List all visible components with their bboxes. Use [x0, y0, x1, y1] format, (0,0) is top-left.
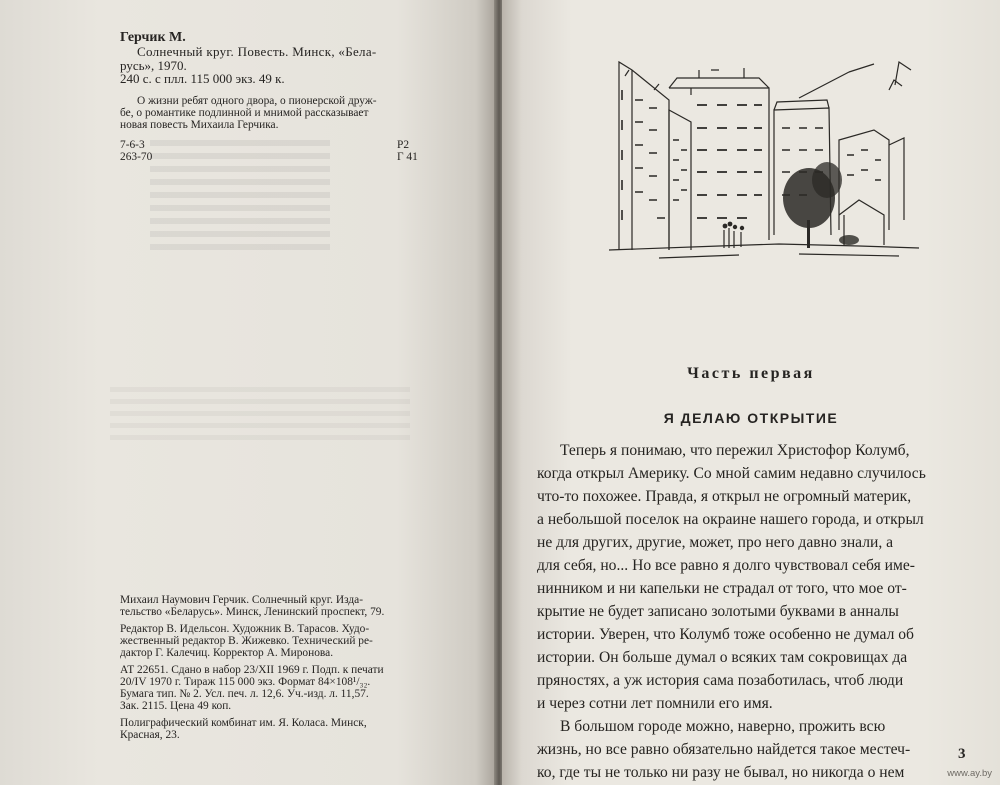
body-text-line: когда открыл Америку. Со мной самим недавно случилось — [537, 465, 926, 482]
body-text-line: а небольшой поселок на окраине нашего города, и открыл — [537, 511, 924, 528]
site-watermark: www.ay.by — [947, 768, 992, 779]
right-page — [502, 0, 1000, 785]
catalog-index: Р2 — [397, 139, 410, 151]
imprint-line: Бумага тип. № 2. Усл. печ. л. 12,6. Уч.-изд. л. 11,57. — [120, 688, 369, 700]
catalog-line: 240 с. с плл. 115 000 экз. 49 к. — [120, 71, 285, 86]
show-through-shadow — [150, 140, 330, 250]
body-text-line: что-то похожее. Правда, я открыл не огромный материк, — [537, 488, 912, 505]
catalog-author: Герчик М. — [120, 30, 186, 45]
part-title: Часть первая — [687, 365, 815, 382]
imprint-line: 20/IV 1970 г. Тираж 115 000 экз. Формат 84×108¹/₃₂. — [120, 676, 371, 688]
body-text-line: В большом городе можно, наверно, прожить всю — [560, 718, 886, 735]
catalog-annotation: новая повесть Михаила Герчика. — [120, 119, 279, 131]
body-text-line: не для других, другие, может, про него давно знали, а — [537, 534, 894, 551]
imprint-line: АТ 22651. Сдано в набор 23/XII 1969 г. Подп. к печати — [120, 664, 384, 676]
body-text-line: Теперь я понимаю, что пережил Христофор Колумб, — [560, 442, 910, 459]
body-text-line: нинником и ни капельки не страдал от того, что мое от- — [537, 580, 907, 597]
left-page — [0, 0, 496, 785]
imprint-line: Красная, 23. — [120, 729, 180, 741]
catalog-code: 7-6-3 — [120, 139, 145, 151]
body-text-line: ко, где ты не только ни разу не бывал, но никогда о нем — [537, 764, 905, 781]
chapter-title: Я ДЕЛАЮ ОТКРЫТИЕ — [663, 410, 839, 426]
imprint-line: тельство «Беларусь». Минск, Ленинский проспект, 79. — [120, 606, 385, 618]
body-text-line: для себя, но... Но все равно я долго чувствовал себя име- — [537, 557, 916, 574]
catalog-code: 263-70 — [120, 151, 153, 163]
catalog-annotation: бе, о романтике подлинной и мнимой рассказывает — [120, 107, 369, 119]
body-text-line: пряностях, а уж история сама позаботилась, чтоб люди — [537, 672, 904, 689]
imprint-line: Михаил Наумович Герчик. Солнечный круг. Изда- — [120, 594, 364, 606]
show-through-shadow — [110, 380, 410, 440]
imprint-line: Зак. 2115. Цена 49 коп. — [120, 700, 232, 712]
catalog-index: Г 41 — [397, 151, 418, 163]
body-text-line: жизнь, но все равно обязательно найдется такое местеч- — [537, 741, 911, 758]
imprint-line: Полиграфический комбинат им. Я. Коласа. Минск, — [120, 717, 367, 729]
body-text-line: и через сотни лет помнили его имя. — [537, 695, 773, 712]
body-text-line: истории. Уверен, что Колумб тоже особенно не думал об — [537, 626, 914, 643]
imprint-line: Редактор В. Идельсон. Художник В. Тарасов. Худо- — [120, 623, 370, 635]
body-text-line: истории. Он больше думал о всяких там сокровищах да — [537, 649, 908, 666]
imprint-line: жественный редактор В. Жижевко. Технический ре- — [120, 635, 373, 647]
city-courtyard-illustration — [599, 50, 929, 265]
imprint-line: дактор Г. Калечиц. Корректор А. Миронова. — [120, 647, 334, 659]
catalog-annotation: О жизни ребят одного двора, о пионерской друж- — [137, 95, 377, 107]
catalog-line: русь», 1970. — [120, 58, 187, 73]
page-number: 3 — [958, 746, 966, 762]
catalog-line: Солнечный круг. Повесть. Минск, «Бела- — [137, 44, 377, 59]
body-text-line: крытие не будет записано золотыми буквами в анналы — [537, 603, 899, 620]
